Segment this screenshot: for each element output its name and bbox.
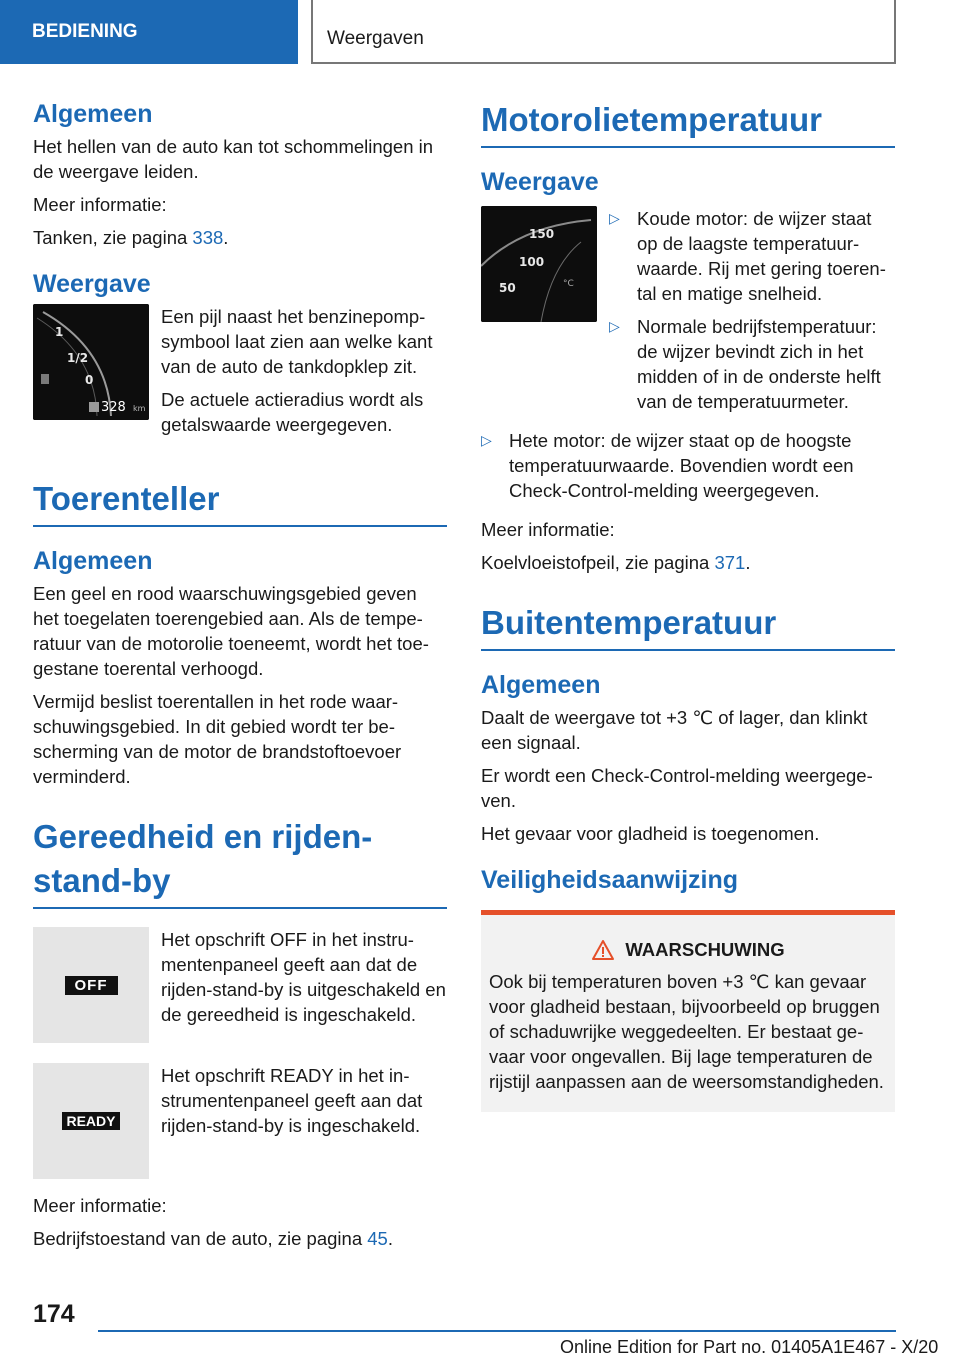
paragraph-tanken [33, 225, 447, 250]
paragraph-gevaar: Het gevaar voor gladheid is toegenomen. [481, 823, 820, 844]
paragraph-bedrijfstoestand [33, 1226, 447, 1251]
tanken-page-link[interactable]: 338 [192, 227, 224, 248]
fuel-mark-full: 1 [55, 325, 64, 339]
fuel-mark-half: 1/2 [67, 351, 89, 365]
fuel-media [33, 304, 447, 445]
right-column [481, 98, 895, 1112]
temp-bullets [609, 206, 895, 414]
warning-text: Ook bij temperaturen boven +3 ℃ kan gevaar voor gladheid bestaan, bijvoorbeeld op bruggen of schaduwrijke weggedeelten. Er bestaat gevaar voor ongevallen. Bij lage temperaturen de rijstijl aanpassen aan de weersomstandigheden. [489, 971, 884, 1092]
paragraph-pijl: Een pijl naast het benzinepompsymbool laat zien aan welke kant van de auto de tankdopklep zit. [161, 306, 433, 377]
triangle-bullet-icon: ▷ [609, 318, 620, 334]
heading-weergave: Weergave [33, 270, 151, 298]
paragraph-hellen: Het hellen van de auto kan tot schommelingen in de weergave leiden. [33, 136, 434, 182]
heading-algemeen: Algemeen [33, 100, 153, 128]
paragraph-vermijd: Vermijd beslist toerentallen in het rode waarschuwingsgebied. In dit gebied wordt ter bescherming van de motor de brandstoftoevoer verminderd. [33, 691, 402, 787]
triangle-bullet-icon: ▷ [609, 210, 620, 226]
paragraph-meer-informatie: Meer informatie: [33, 194, 167, 215]
off-media [33, 927, 447, 1043]
triangle-bullet-icon: ▷ [481, 432, 492, 448]
heading-weergave-right: Weergave [481, 168, 599, 196]
temp-mark-100: 100 [519, 255, 545, 269]
footer-edition: Online Edition for Part no. 01405A1E467 - X/20 [560, 1337, 939, 1357]
heading-motorolietemperatuur: Motorolietemperatuur [481, 101, 823, 138]
temp-bullets-2 [481, 428, 895, 503]
fuel-mark-empty: 0 [85, 373, 94, 387]
left-column [33, 98, 447, 1259]
warning-box [481, 910, 895, 1112]
off-label: OFF [65, 976, 118, 995]
off-indicator-image [33, 927, 149, 1043]
range-unit: km [133, 404, 146, 413]
heading-buitentemperatuur: Buitentemperatuur [481, 604, 777, 641]
section-gereedheid [33, 815, 447, 909]
paragraph-off: Het opschrift OFF in het instrumentenpaneel geeft aan dat de rijden-stand-by is uitgeschakeld en de gereedheid is ingeschakeld. [161, 929, 446, 1025]
section-tab [0, 0, 298, 64]
koel-page-link[interactable]: 371 [714, 552, 746, 573]
thermometer-icon: °C [563, 279, 574, 289]
chapter-label: Weergaven [327, 28, 424, 49]
bedrijf-suffix: . [387, 1228, 393, 1249]
warning-title: WAARSCHUWING [625, 939, 785, 960]
paragraph-daalt: Daalt de weergave tot +3 ℃ of lager, dan klinkt een signaal. [481, 707, 868, 753]
fuel-description [161, 304, 447, 445]
koel-suffix: . [745, 552, 751, 573]
fuel-pump-icon [89, 402, 99, 412]
paragraph-meer-informatie-2: Meer informatie: [33, 1195, 167, 1216]
bedrijf-page-link[interactable]: 45 [367, 1228, 388, 1249]
range-value: 328 [101, 400, 126, 415]
footer-divider [98, 1330, 896, 1332]
bullet-hete: Hete motor: de wijzer staat op de hoogste temperatuurwaarde. Bovendien wordt een Check-Control-melding weergegeven. [509, 430, 854, 501]
list-item [481, 428, 895, 503]
heading-gereedheid: Gereedheid en rijden-stand-by [33, 818, 373, 899]
list-item [609, 206, 895, 306]
bedrijf-text: Bedrijfstoestand van de auto, zie pagina [33, 1228, 368, 1249]
ready-indicator-image [33, 1063, 149, 1179]
paragraph-koelvloeistof [481, 550, 895, 575]
heading-toerenteller: Toerenteller [33, 480, 220, 517]
tanken-suffix: . [223, 227, 229, 248]
section-label: BEDIENING [32, 21, 138, 42]
temp-media [481, 206, 895, 422]
fuel-gauge-image [33, 304, 149, 420]
chapter-tab [311, 0, 896, 64]
warning-triangle-icon [591, 939, 615, 961]
paragraph-geel-rood: Een geel en rood waarschuwingsgebied geven het toegelaten toerengebied aan. Als de temperatuur van de motorolie toeneemt, wordt het toegestane toerental verhoogd. [33, 583, 429, 679]
temp-mark-50: 50 [499, 281, 516, 295]
paragraph-check-control: Er wordt een Check-Control-melding weergegeven. [481, 765, 873, 811]
paragraph-actieradius: De actuele actieradius wordt als getalswaarde weergegeven. [161, 389, 424, 435]
bullet-koude: Koude motor: de wijzer staat op de laagste temperatuurwaarde. Rij met gering toerental en matige snelheid. [637, 208, 886, 304]
tanken-text: Tanken, zie pagina [33, 227, 193, 248]
section-buitentemperatuur [481, 601, 895, 651]
section-toerenteller [33, 477, 447, 527]
heading-algemeen-right: Algemeen [481, 671, 601, 699]
section-motorolie [481, 98, 895, 148]
ready-label: READY [62, 1112, 119, 1130]
temp-mark-150: 150 [529, 227, 555, 241]
koel-text: Koelvloeistofpeil, zie pagina [481, 552, 715, 573]
heading-algemeen-2: Algemeen [33, 547, 153, 575]
bullet-normale: Normale bedrijfstemperatuur: de wijzer bevindt zich in het midden of in de onderste helft van de temperatuurmeter. [637, 316, 881, 412]
heading-veiligheidsaanwijzing: Veiligheidsaanwijzing [481, 866, 739, 894]
paragraph-meer-informatie-right: Meer informatie: [481, 519, 615, 540]
paragraph-ready: Het opschrift READY in het instrumentenpaneel geeft aan dat rijden-stand-by is ingeschakeld. [161, 1065, 423, 1136]
page-number: 174 [33, 1300, 75, 1328]
temp-gauge-image [481, 206, 597, 322]
ready-media [33, 1063, 447, 1179]
list-item [609, 314, 895, 414]
warning-header [489, 939, 887, 961]
